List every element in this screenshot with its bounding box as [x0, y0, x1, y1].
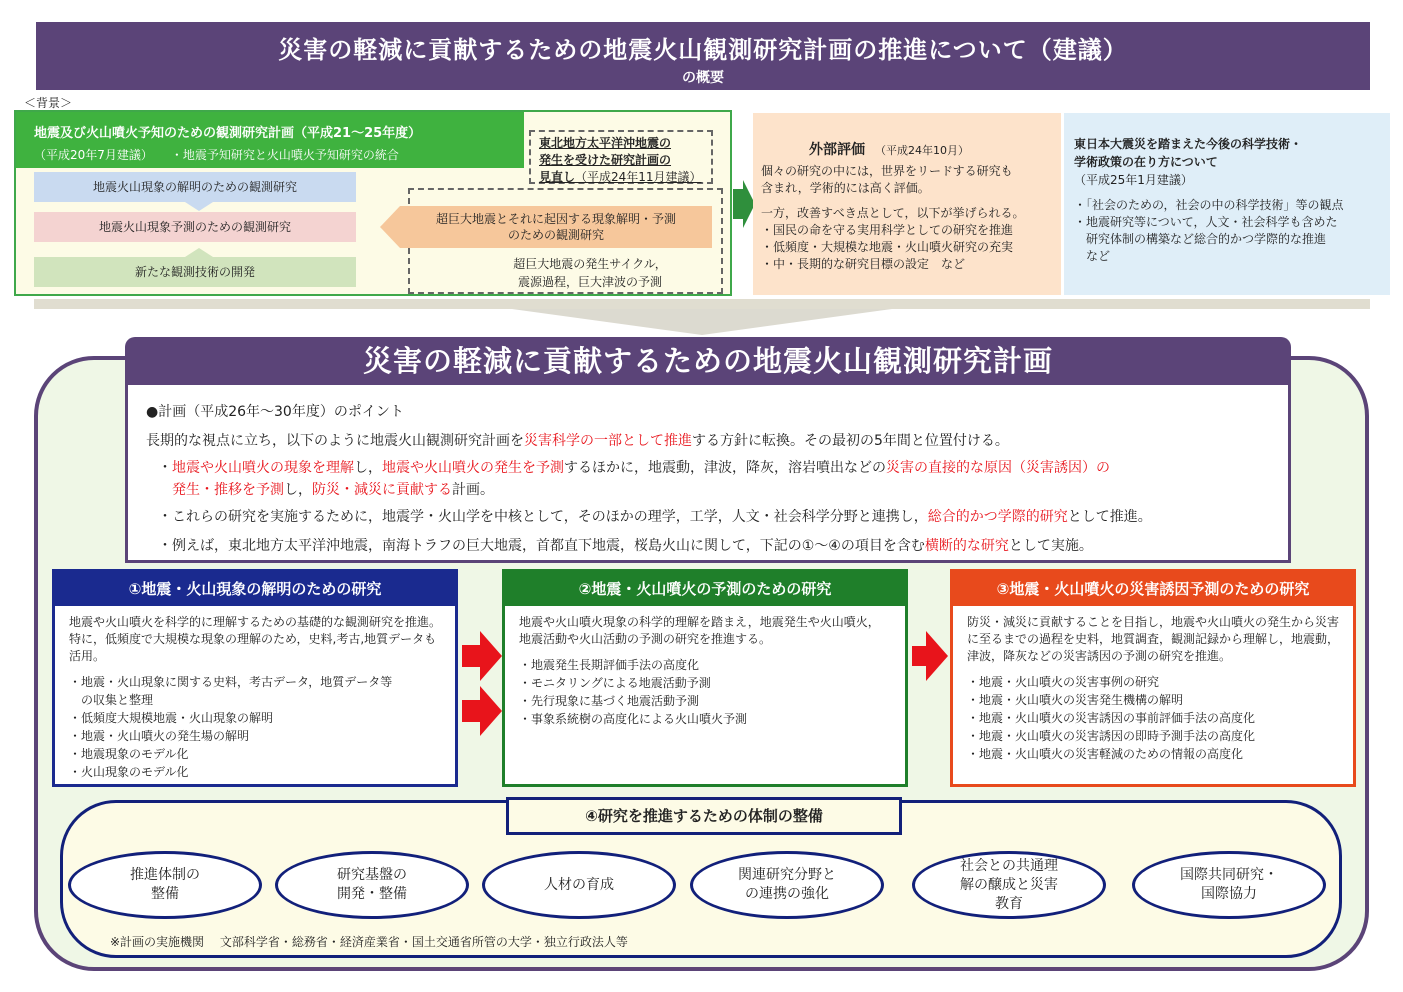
post-quake-title-line1: 東日本大震災を踏まえた今後の科学技術・ [1074, 137, 1303, 151]
down-arrow-icon [185, 202, 213, 211]
plan-review-box [529, 130, 713, 184]
list-item: ・地震研究等について，人文・社会科学も含めた [1074, 215, 1338, 229]
oval-line: 社会との共通理 [960, 857, 1058, 874]
oval-line: 関連研究分野と [738, 867, 836, 883]
highlight: 地震や火山噴火の発生を予測 [382, 460, 564, 476]
oval-human-resources [482, 851, 676, 919]
research-box-elucidation [52, 569, 458, 787]
text: ・例えば，東北地方太平洋沖地震，南海トラフの巨大地震，首都直下地震，桜島火山に関して，下記の①～④の項目を含む [158, 538, 925, 554]
list-item: ・地震・火山噴火の災害誘因の即時予測手法の高度化 [967, 729, 1256, 743]
previous-plan-header [16, 112, 524, 168]
external-evaluation-p1: 個々の研究の中には，世界をリードする研究も [761, 164, 1013, 178]
list-item: ・地震現象のモデル化 [69, 747, 189, 761]
points-heading: ●計画（平成26年～30年度）のポイント [146, 404, 404, 420]
text: するほかに，地震動，津波，降灰，溶岩噴出などの [564, 460, 886, 476]
separator-bar [34, 299, 1370, 309]
research-desc: 防災・減災に貢献することを目指し，地震や火山噴火の発生から災害に至るまでの過程を史料，地質調査，観測記録から理解し，地震動，津波，降灰などの災害誘因の予測の研究を推進。 [967, 615, 1340, 663]
right-arrow-icon [480, 686, 502, 736]
research-box-prediction [502, 569, 908, 787]
text: 計画。 [452, 482, 494, 498]
oval-line: 国際共同研究・ [1180, 867, 1278, 883]
list-item: ・国民の命を守る実用科学としての研究を推進 [761, 223, 1014, 237]
research-title: ②地震・火山噴火の予測のための研究 [505, 572, 905, 606]
list-item: ・低頻度大規模地震・火山現象の解明 [69, 711, 274, 725]
list-item: ・モニタリングによる地震活動予測 [519, 676, 711, 690]
megaquake-research [400, 206, 712, 248]
highlight: 地震や火山噴火の現象を理解 [172, 460, 354, 476]
list-item: など [1074, 249, 1111, 263]
research-title: ①地震・火山現象の解明のための研究 [55, 572, 455, 606]
text: する方針に転換。その最初の5年間と位置付ける。 [692, 433, 1009, 449]
list-item: ・地震・火山噴火の災害軽減のための情報の高度化 [967, 747, 1244, 761]
list-item: ・事象系統樹の高度化による火山噴火予測 [519, 712, 748, 726]
list-item: ・地震・火山噴火の災害事例の研究 [967, 675, 1160, 689]
right-arrow-icon [926, 631, 948, 681]
list-item: ・地震発生長期評価手法の高度化 [519, 658, 700, 672]
text: として推進。 [1067, 509, 1152, 525]
oval-line: 開発・整備 [337, 886, 407, 902]
review-line2: 発生を受けた研究計画の [539, 153, 672, 167]
oval-promotion-system [68, 851, 262, 919]
list-item: の収集と整理 [69, 693, 154, 707]
highlight: 横断的な研究 [924, 538, 1009, 554]
previous-plan-title: 地震及び火山噴火予知のための観測研究計画（平成21～25年度） [34, 126, 422, 141]
text: 長期的な視点に立ち，以下のように地震火山観測研究計画を [146, 433, 524, 449]
text: し， [284, 482, 312, 498]
oval-research-infrastructure [275, 851, 469, 919]
previous-plan-sub: （平成20年7月建議） ・地震予知研究と火山噴火予知研究の統合 [34, 148, 399, 162]
bar-prediction: 地震火山現象予測のための観測研究 [34, 212, 356, 242]
list-item: ・地震・火山現象に関する史料，考古データ，地質データ等 [69, 675, 393, 689]
highlight: 防災・減災に貢献する [312, 482, 452, 498]
megaquake-cycle [470, 255, 710, 291]
review-date: （平成24年11月建議） [575, 170, 702, 184]
cycle-line2: 震源過程，巨大津波の予測 [517, 275, 662, 289]
oval-society-education [912, 851, 1106, 919]
system-title: ④研究を推進するための体制の整備 [506, 797, 902, 835]
highlight: 発生・推移を予測 [172, 482, 284, 498]
oval-line: 研究基盤の [337, 867, 407, 883]
highlight: 総合的かつ学際的研究 [927, 509, 1068, 525]
oval-line: 解の醸成と災害 [960, 876, 1058, 893]
external-evaluation-p3: 一方，改善すべき点として，以下が挙げられる。 [761, 206, 1025, 220]
oval-international [1132, 851, 1326, 919]
highlight: 災害科学の一部として推進 [524, 433, 692, 449]
list-item: ・中・長期的な研究目標の設定 など [761, 257, 966, 271]
oval-line: 推進体制の [130, 867, 200, 883]
text: ・ [158, 460, 172, 476]
text: ・これらの研究を実施するために，地震学・火山学を中核として，そのほかの理学，工学，人文・社会科学分野と連携し， [158, 509, 928, 525]
oval-line: の連携の強化 [745, 886, 829, 902]
list-item: ・地震・火山噴火の災害発生機構の解明 [967, 693, 1184, 707]
list-item: 研究体制の構築など総合的かつ学際的な推進 [1074, 232, 1327, 246]
list-item: ・地震・火山噴火の発生場の解明 [69, 729, 250, 743]
implementing-agencies-note: ※計画の実施機関 文部科学省・総務省・経済産業省・国土交通省所管の大学・独立行政法人等 [110, 935, 628, 949]
oval-related-fields [690, 851, 884, 919]
review-line3: 見直し [539, 170, 576, 184]
bar-new-technology: 新たな観測技術の開発 [34, 257, 356, 287]
external-evaluation-date: （平成24年10月） [875, 144, 969, 157]
plan-points [125, 385, 1291, 563]
list-item: ・「社会のための，社会の中の科学技術」等の観点 [1074, 198, 1344, 212]
bar-elucidation: 地震火山現象の解明のための観測研究 [34, 172, 356, 202]
right-arrow-icon-body [462, 645, 482, 667]
down-arrow-icon [512, 309, 892, 335]
left-arrow-icon [380, 206, 400, 248]
highlight: 災害の直接的な原因（災害誘因）の [886, 460, 1110, 476]
oval-line: 整備 [151, 886, 179, 902]
oval-line: 人材の育成 [544, 876, 614, 893]
external-evaluation-p2: 含まれ，学術的には高く評価。 [761, 181, 930, 195]
point-line4 [158, 535, 1093, 555]
plan-title: 災害の軽減に貢献するための地震火山観測研究計画 [125, 337, 1291, 385]
right-arrow-icon-body [733, 189, 743, 219]
research-desc: 地震や火山噴火を科学的に理解するための基礎的な観測研究を推進。特に，低頻度で大規模な現象の理解のため，史料,考古,地質データも活用。 [69, 615, 442, 663]
point-line1 [146, 430, 1009, 450]
point-line3 [158, 506, 1152, 526]
list-item: ・火山現象のモデル化 [69, 765, 189, 779]
right-arrow-icon-body [462, 700, 482, 722]
research-title: ③地震・火山噴火の災害誘因予測のための研究 [953, 572, 1353, 606]
list-item: ・先行現象に基づく地震活動予測 [519, 694, 700, 708]
post-quake-policy-box [1064, 113, 1390, 295]
external-evaluation-box [753, 113, 1061, 295]
megaquake-line2: のための観測研究 [507, 228, 604, 242]
text: として実施。 [1008, 538, 1093, 554]
oval-line: 教育 [995, 895, 1023, 912]
research-box-disaster [950, 569, 1356, 787]
post-quake-title-line2: 学術政策の在り方について [1074, 155, 1218, 169]
point-line2 [158, 457, 1110, 501]
review-line1: 東北地方太平洋沖地震の [539, 136, 672, 150]
right-arrow-icon [480, 631, 502, 681]
external-evaluation-title: 外部評価 [809, 142, 865, 158]
list-item: ・地震・火山噴火の災害誘因の事前評価手法の高度化 [967, 711, 1256, 725]
megaquake-line1: 超巨大地震とそれに起因する現象解明・予測 [435, 212, 676, 226]
page-header [36, 22, 1370, 90]
post-quake-date: （平成25年1月建議） [1074, 173, 1193, 187]
up-arrow-icon [185, 248, 213, 257]
background-label: ＜背景＞ [24, 96, 73, 110]
oval-line: 国際協力 [1201, 886, 1257, 902]
page-title: 災害の軽減に貢献するための地震火山観測研究計画の推進について（建議） [278, 36, 1128, 64]
research-desc: 地震や火山噴火現象の科学的理解を踏まえ，地震発生や火山噴火，地震活動や火山活動の予測の研究を推進する。 [519, 615, 880, 646]
list-item: ・低頻度・大規模な地震・火山噴火研究の充実 [761, 240, 1014, 254]
page-subtitle: の概要 [682, 70, 724, 86]
text: し， [354, 460, 382, 476]
cycle-line1: 超巨大地震の発生サイクル， [513, 257, 667, 271]
